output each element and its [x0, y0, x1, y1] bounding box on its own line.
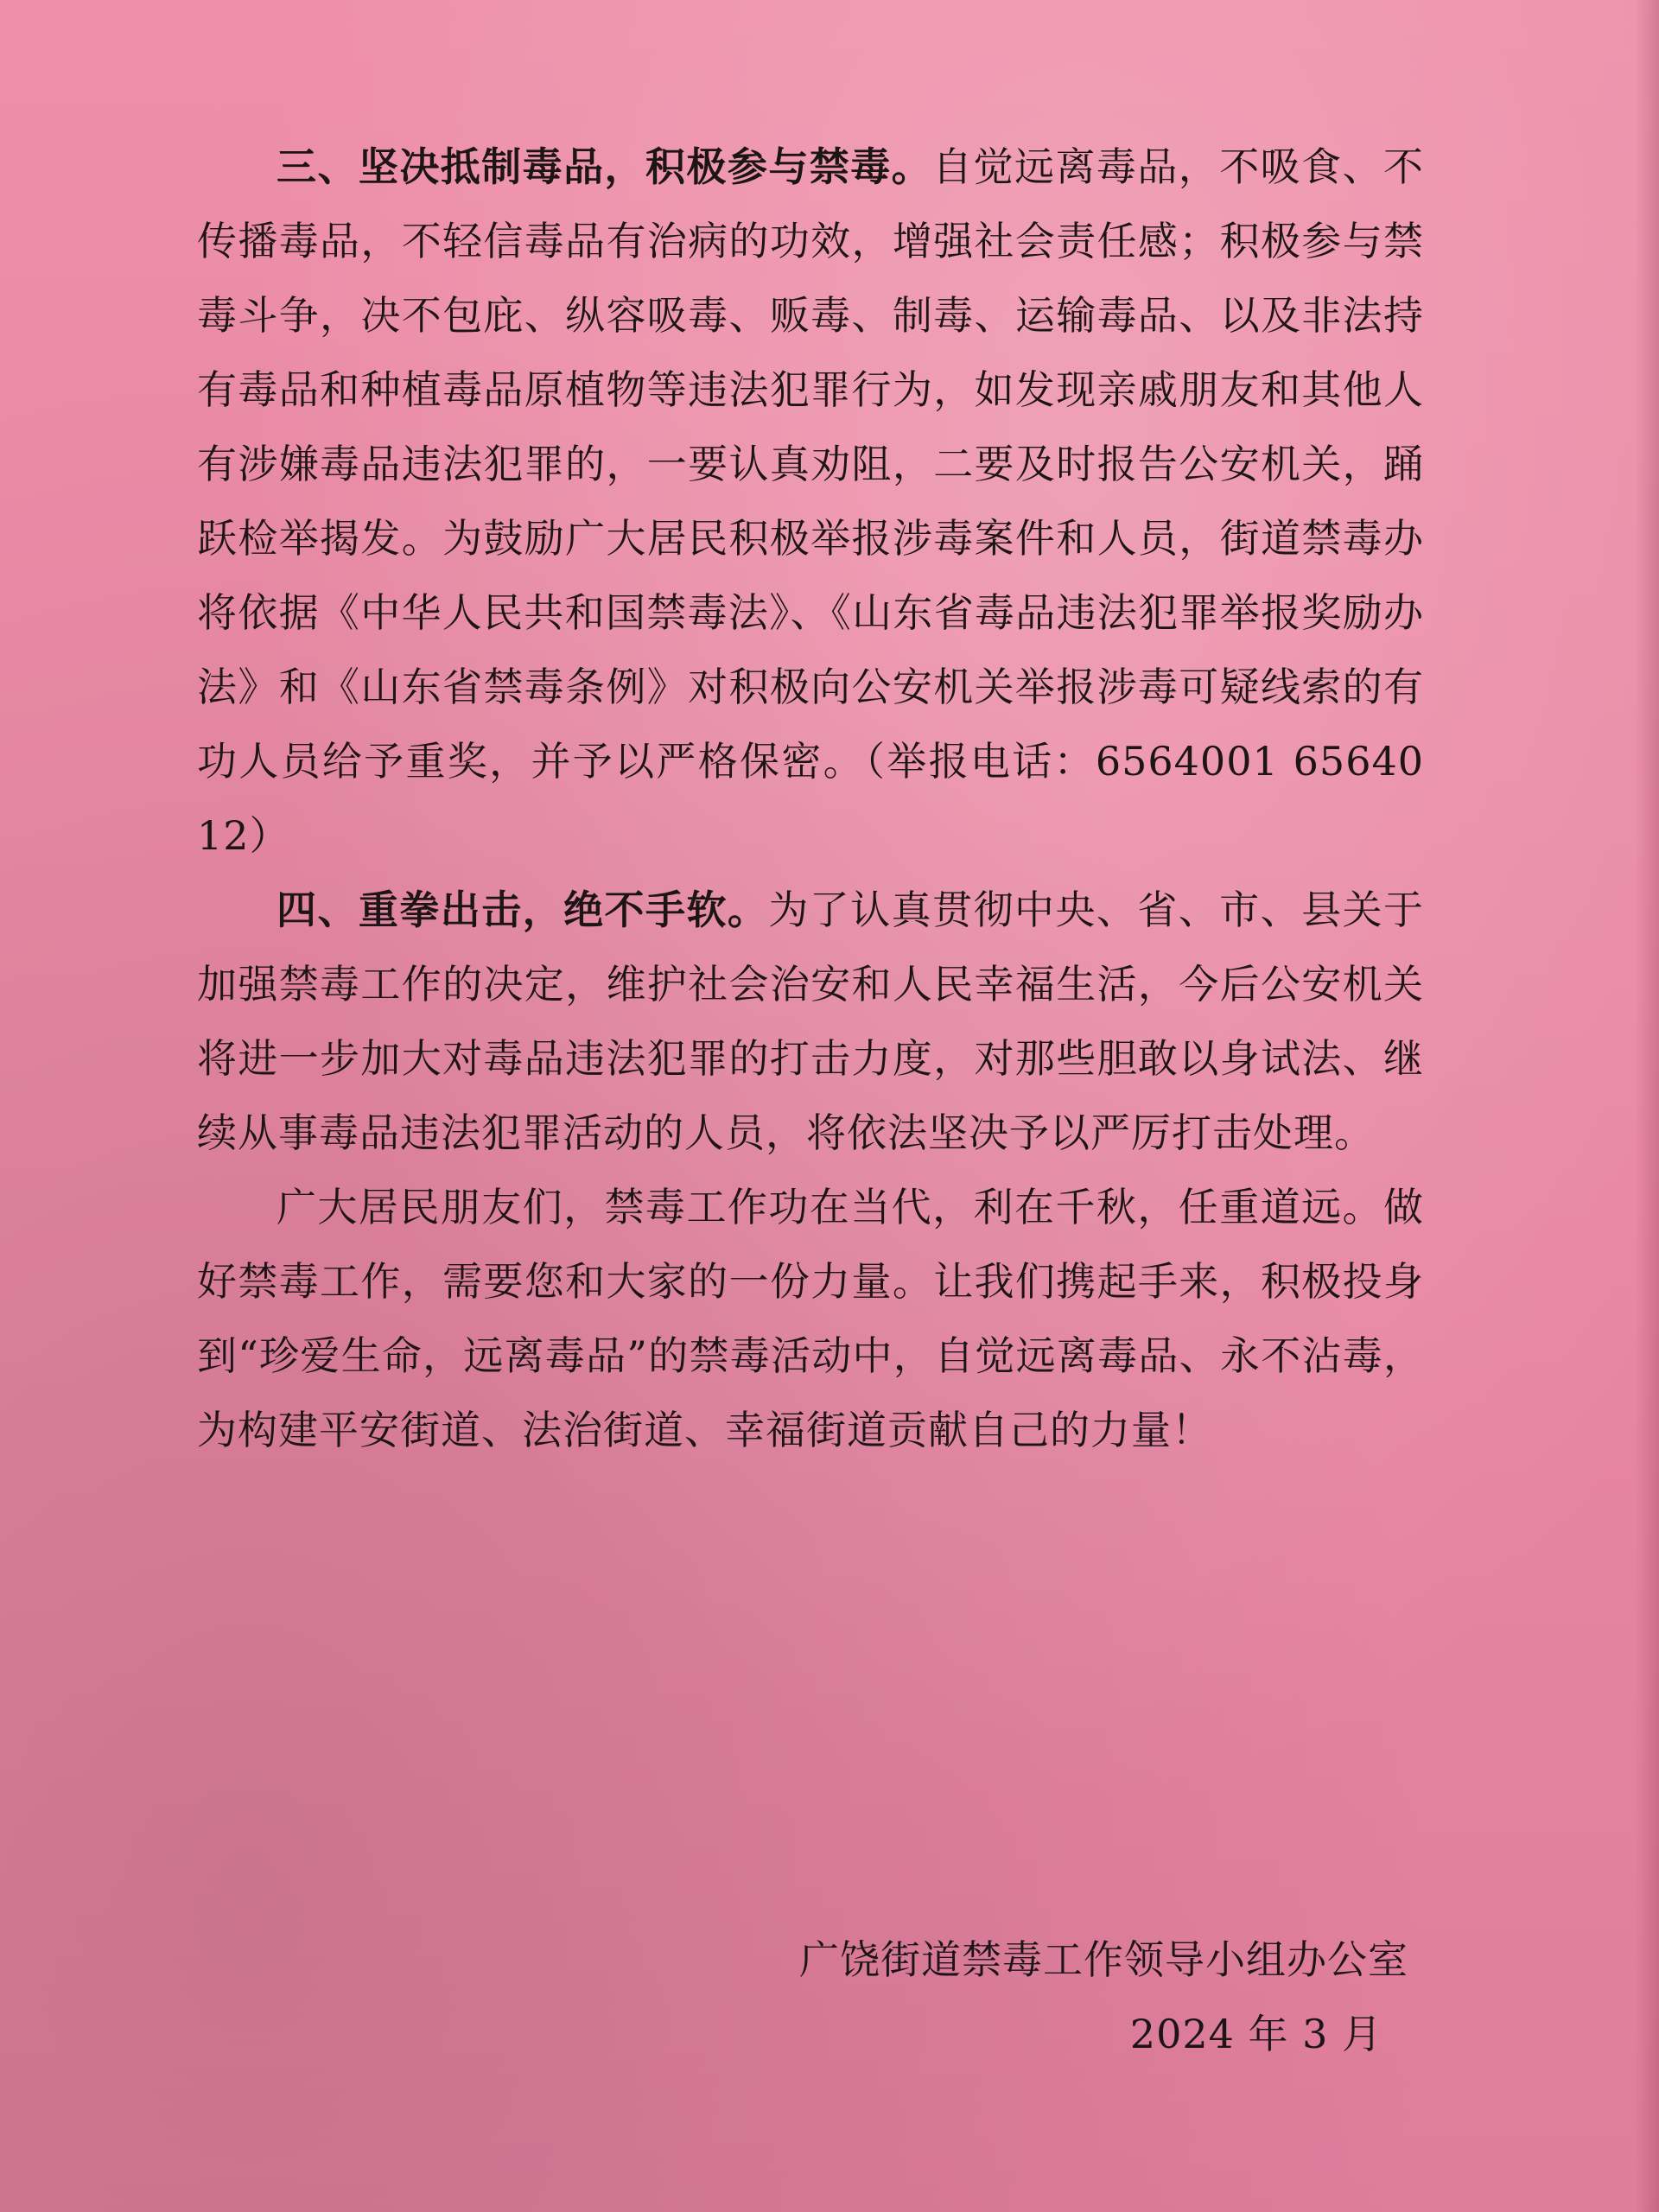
- paper-edge-shadow: [1635, 0, 1659, 2212]
- issuing-organization: 广饶街道禁毒工作领导小组办公室: [799, 1936, 1408, 1983]
- paragraph-four-heading: 四、重拳出击，绝不手软。: [276, 887, 769, 933]
- paragraph-four: [197, 873, 1424, 1170]
- paragraph-three-heading: 三、坚决抵制毒品，积极参与禁毒。: [276, 143, 933, 190]
- paragraph-four-text: 为了认真贯彻中央、省、市、县关于加强禁毒工作的决定，维护社会治安和人民幸福生活，今后公安机关将进一步加大对毒品违法犯罪的打击力度，对那些胆敢以身试法、继续从事毒品违法犯罪活动的人员，将依法坚决予以严厉打击处理。: [197, 887, 1425, 1156]
- signature-block: [799, 1923, 1408, 2071]
- closing-paragraph-text: 广大居民朋友们，禁毒工作功在当代，利在千秋，任重道远。做好禁毒工作，需要您和大家的一份力量。让我们携起手来，积极投身到“珍爱生命，远离毒品”的禁毒活动中，自觉远离毒品、永不沾毒，为构建平安街道、法治街道、幸福街道贡献自己的力量！: [197, 1184, 1424, 1453]
- document-body: [197, 130, 1424, 1467]
- issue-date: 2024 年 3 月: [1129, 2011, 1382, 2057]
- closing-paragraph: [197, 1170, 1424, 1467]
- paragraph-three: [197, 130, 1424, 873]
- paragraph-three-text: 自觉远离毒品，不吸食、不传播毒品，不轻信毒品有治病的功效，增强社会责任感；积极参与禁毒斗争，决不包庇、纵容吸毒、贩毒、制毒、运输毒品、以及非法持有毒品和种植毒品原植物等违法犯罪行为，如发现亲戚朋友和其他人有涉嫌毒品违法犯罪的，一要认真劝阻，二要及时报告公安机关，踊跃检举揭发。为鼓励广大居民积极举报涉毒案件和人员，街道禁毒办将依据《中华人民共和国禁毒法》、《山东省毒品违法犯罪举报奖励办法》和《山东省禁毒条例》对积极向公安机关举报涉毒可疑线索的有功人员给予重奖，并予以严格保密。（举报电话：6564001 6564012）: [197, 143, 1425, 859]
